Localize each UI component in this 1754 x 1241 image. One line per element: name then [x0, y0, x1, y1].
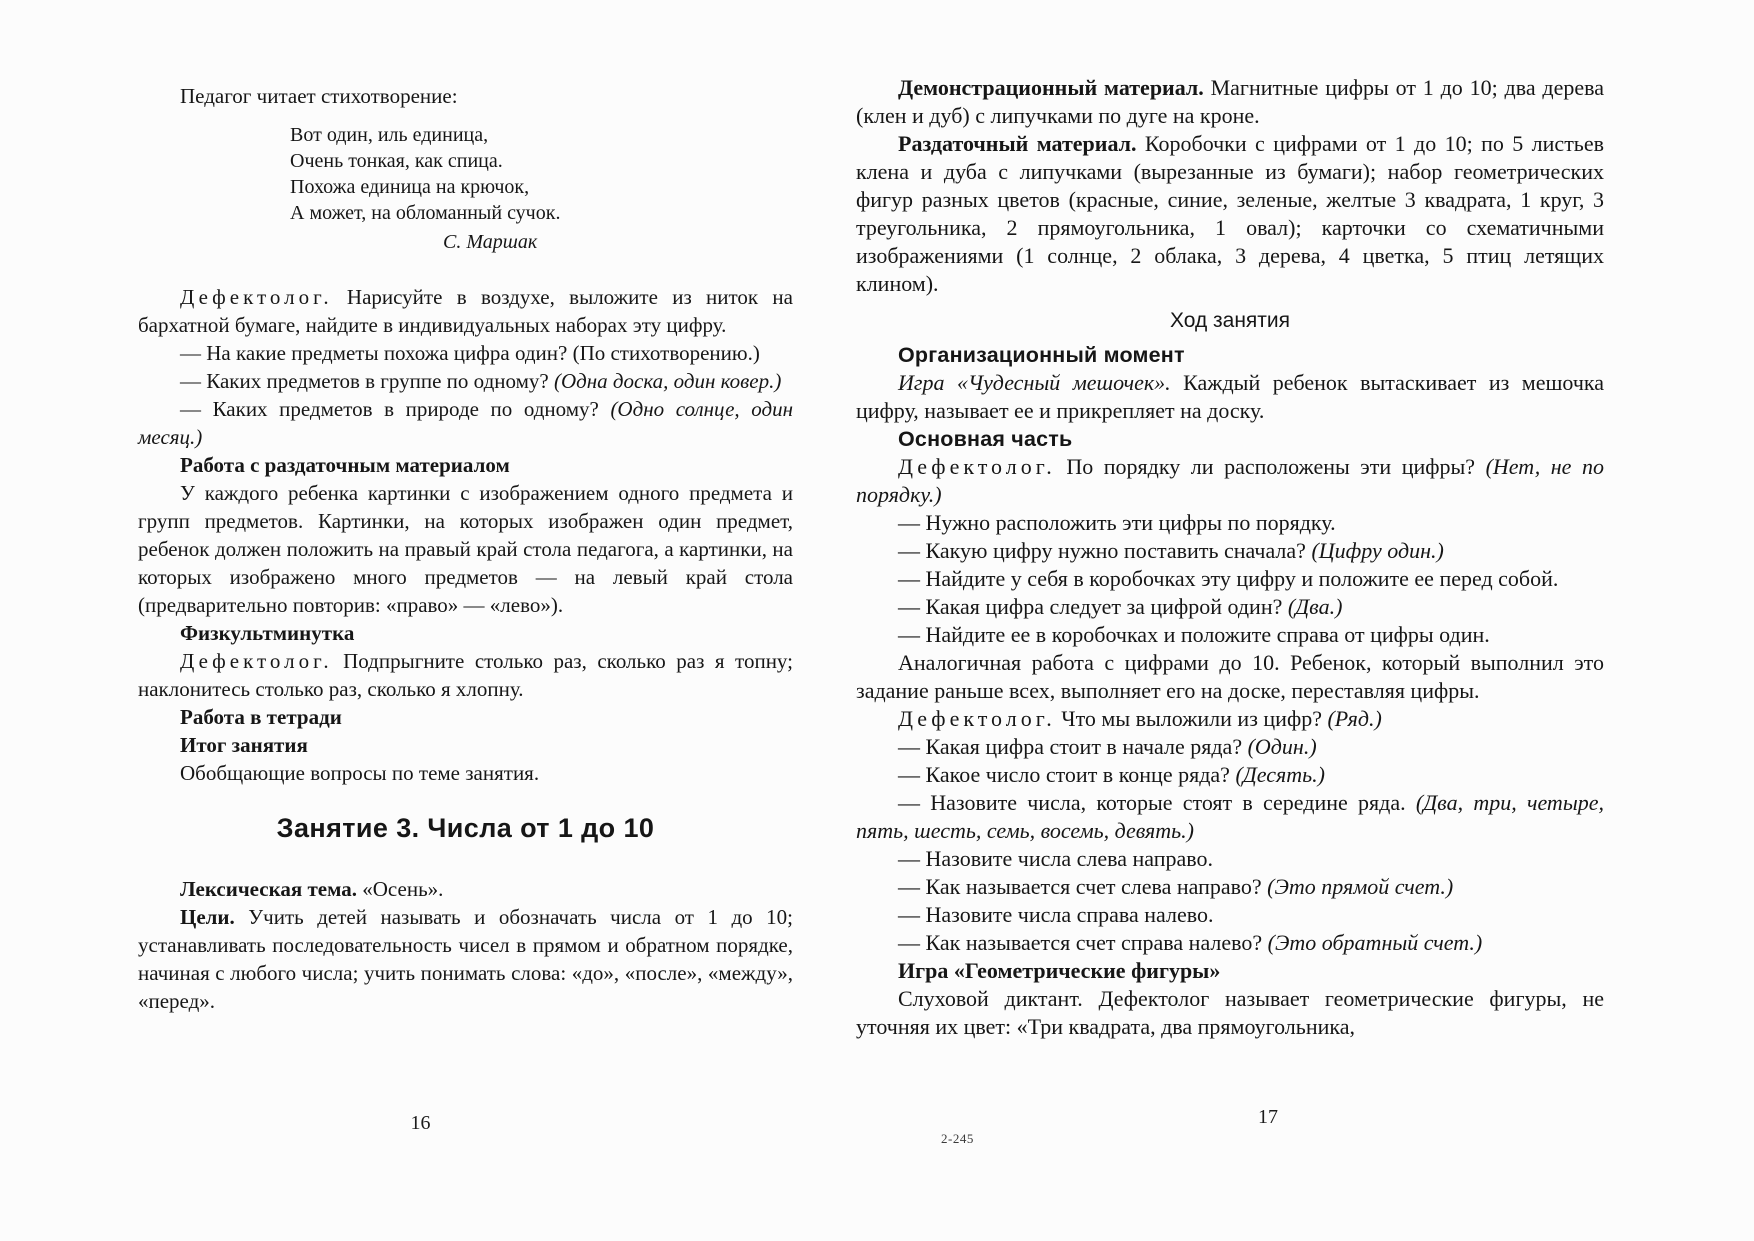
bold-lead-in: Работа с раздаточным материалом	[180, 453, 510, 477]
poem-author	[443, 229, 793, 255]
body-paragraph	[856, 733, 1604, 761]
body-paragraph	[138, 283, 793, 339]
body-paragraph	[856, 873, 1604, 901]
body-paragraph	[856, 929, 1604, 957]
italic-answer: (Это прямой счет.)	[1267, 874, 1454, 899]
text-run: — Нужно расположить эти цифры по порядку.	[898, 510, 1336, 535]
page-number-left: 16	[410, 1112, 431, 1134]
speaker-label: Дефектолог.	[180, 649, 333, 673]
body-paragraph	[856, 369, 1604, 425]
text-run: Слуховой диктант. Дефектолог называет геометрические фигуры, не уточняя их цвет: «Три квадрата, два прямоугольника,	[856, 986, 1604, 1039]
sans-heading	[856, 425, 1604, 453]
text-run: — Как называется счет слева направо?	[898, 874, 1268, 899]
poem-line	[290, 200, 793, 226]
text-run: Ход занятия	[1169, 309, 1291, 332]
text-run: По порядку ли расположены эти цифры?	[1055, 454, 1486, 479]
text-run: — Назовите числа слева направо.	[898, 846, 1213, 871]
poem-line	[290, 174, 793, 200]
left-page-flow	[138, 82, 793, 1015]
bold-heading	[138, 451, 793, 479]
text-run: Подпрыгните столько раз, сколько раз я топну; наклонитесь столько раз, сколько я хлопну.	[138, 649, 793, 701]
body-paragraph	[856, 901, 1604, 929]
bold-lead-in: Физкультминутка	[180, 621, 355, 645]
text-run: — На какие предметы похожа цифра один? (По стихотворению.)	[180, 341, 760, 365]
poem-line	[290, 122, 793, 148]
bold-lead-in: Демонстрационный материал.	[898, 75, 1204, 100]
italic-answer: (Нет, не по порядку.)	[856, 454, 1604, 507]
text-run: Что мы выложили из цифр?	[1055, 706, 1328, 731]
italic-answer: (Цифру один.)	[1311, 538, 1444, 563]
body-paragraph	[856, 789, 1604, 845]
text-run: Магнитные цифры от 1 до 10; два дерева (клен и дуб) с липучками по дуге на кроне.	[856, 75, 1604, 128]
italic-answer: (Один.)	[1247, 734, 1317, 759]
body-paragraph	[856, 537, 1604, 565]
italic-answer: (Десять.)	[1235, 762, 1325, 787]
body-paragraph	[138, 875, 793, 903]
bold-heading	[138, 619, 793, 647]
text-run: «Осень».	[357, 877, 444, 901]
sans-heading	[856, 341, 1604, 369]
text-run: — Какая цифра следует за цифрой один?	[898, 594, 1288, 619]
body-paragraph	[856, 509, 1604, 537]
text-run: — Какая цифра стоит в начале ряда?	[898, 734, 1248, 759]
body-paragraph	[138, 759, 793, 787]
text-run: Занятие 3. Числа от 1 до 10	[276, 813, 655, 843]
body-paragraph	[138, 367, 793, 395]
body-paragraph	[138, 82, 793, 110]
poem-line	[290, 148, 793, 174]
text-run: А может, на обломанный сучок.	[290, 202, 561, 224]
body-paragraph	[856, 130, 1604, 298]
text-run: — Какую цифру нужно поставить сначала?	[898, 538, 1312, 563]
bold-lead-in: Итог занятия	[180, 733, 308, 757]
italic-answer: (Ряд.)	[1327, 706, 1382, 731]
italic-answer: (Одна доска, один ковер.)	[553, 369, 782, 393]
text-run: — Найдите у себя в коробочках эту цифру и положите ее перед собой.	[898, 566, 1559, 591]
text-run: Коробочки с цифрами от 1 до 10; по 5 листьев клена и дуба с липучками (вырезанные из бумаги); набор геометрических фигур разных цветов (красные, синие, зеленые, желтые 3 квадрата, 1 круг, 3 треугольника, 2 прямоугольника, 1 овал); карточки со схематичными изображениями (1 солнце, 2 облака, 3 дерева, 4 цветка, 5 птиц летящих клином).	[856, 131, 1604, 296]
text-run: — Найдите ее в коробочках и положите справа от цифры один.	[898, 622, 1490, 647]
text-run: Учить детей называть и обозначать числа от 1 до 10; устанавливать последовательность чисел в прямом и обратном порядке, начиная с любого числа; учить понимать слова: «до», «после», «между», «перед».	[138, 905, 793, 1013]
text-run: Аналогичная работа с цифрами до 10. Ребенок, который выполнил это задание раньше всех, выполняет его на доске, переставляя цифры.	[856, 650, 1604, 703]
text-run: Нарисуйте в воздухе, выложите из ниток на бархатной бумаге, найдите в индивидуальных наборах эту цифру.	[138, 285, 793, 337]
text-run: — Назовите числа справа налево.	[898, 902, 1214, 927]
text-run: — Какое число стоит в конце ряда?	[898, 762, 1236, 787]
bold-heading	[138, 731, 793, 759]
text-run: Педагог читает стихотворение:	[180, 84, 458, 108]
body-paragraph	[138, 339, 793, 367]
text-run: Обобщающие вопросы по теме занятия.	[180, 761, 540, 785]
italic-answer: (Два, три, четыре, пять, шесть, семь, восемь, девять.)	[856, 790, 1604, 843]
print-signature-mark: 2-245	[941, 1131, 974, 1146]
body-paragraph	[856, 74, 1604, 130]
bold-lead-in: Игра «Геометрические фигуры»	[898, 958, 1221, 983]
bold-lead-in: Раздаточный материал.	[898, 131, 1137, 156]
body-paragraph	[138, 395, 793, 451]
body-paragraph	[138, 647, 793, 703]
stage-heading	[856, 307, 1604, 335]
speaker-label: Дефектолог.	[898, 454, 1056, 479]
bold-heading	[138, 703, 793, 731]
text-run: — Назовите числа, которые стоят в середине ряда.	[898, 790, 1416, 815]
italic-answer: Игра «Чудесный мешочек».	[898, 370, 1171, 395]
bold-lead-in: Работа в тетради	[180, 705, 342, 729]
body-paragraph	[856, 593, 1604, 621]
text-run: С. Маршак	[443, 231, 538, 253]
text-run: — Каких предметов в группе по одному?	[180, 369, 554, 393]
speaker-label: Дефектолог.	[898, 706, 1056, 731]
text-run: — Как называется счет справа налево?	[898, 930, 1268, 955]
body-paragraph	[856, 565, 1604, 593]
page-number-right: 17	[1258, 1106, 1278, 1128]
left-page	[138, 82, 793, 1015]
body-paragraph	[856, 621, 1604, 649]
bold-lead-in: Цели.	[180, 905, 235, 929]
bold-lead-in: Лексическая тема.	[180, 877, 358, 901]
body-paragraph	[856, 453, 1604, 509]
right-page-flow	[856, 74, 1604, 1041]
text-run: Очень тонкая, как спица.	[290, 150, 503, 172]
body-paragraph	[856, 985, 1604, 1041]
italic-answer: (Одно солнце, один месяц.)	[138, 397, 793, 449]
text-run: У каждого ребенка картинки с изображением одного предмета и групп предметов. Картинки, на которых изображен один предмет, ребенок должен положить на правый край стола педагога, а картинки, на которых изображено много предметов — на левый край стола (предварительно повторив: «право» — «лево»).	[138, 481, 793, 617]
italic-answer: (Это обратный счет.)	[1267, 930, 1483, 955]
text-run: Похожа единица на крючок,	[290, 176, 530, 198]
body-paragraph	[856, 705, 1604, 733]
body-paragraph	[138, 479, 793, 619]
speaker-label: Дефектолог.	[180, 285, 333, 309]
text-run: Организационный момент	[898, 343, 1185, 367]
italic-answer: (Два.)	[1287, 594, 1343, 619]
body-paragraph	[856, 649, 1604, 705]
text-run: — Каких предметов в природе по одному?	[180, 397, 611, 421]
body-paragraph	[856, 845, 1604, 873]
bold-heading	[856, 957, 1604, 985]
body-paragraph	[856, 761, 1604, 789]
lesson-title	[138, 811, 793, 845]
text-run: Основная часть	[898, 427, 1073, 451]
text-run: Вот один, иль единица,	[290, 124, 489, 146]
text-run: Каждый ребенок вытаскивает из мешочка цифру, называет ее и прикрепляет на доску.	[856, 370, 1605, 423]
body-paragraph	[138, 903, 793, 1015]
right-page	[856, 74, 1604, 1041]
